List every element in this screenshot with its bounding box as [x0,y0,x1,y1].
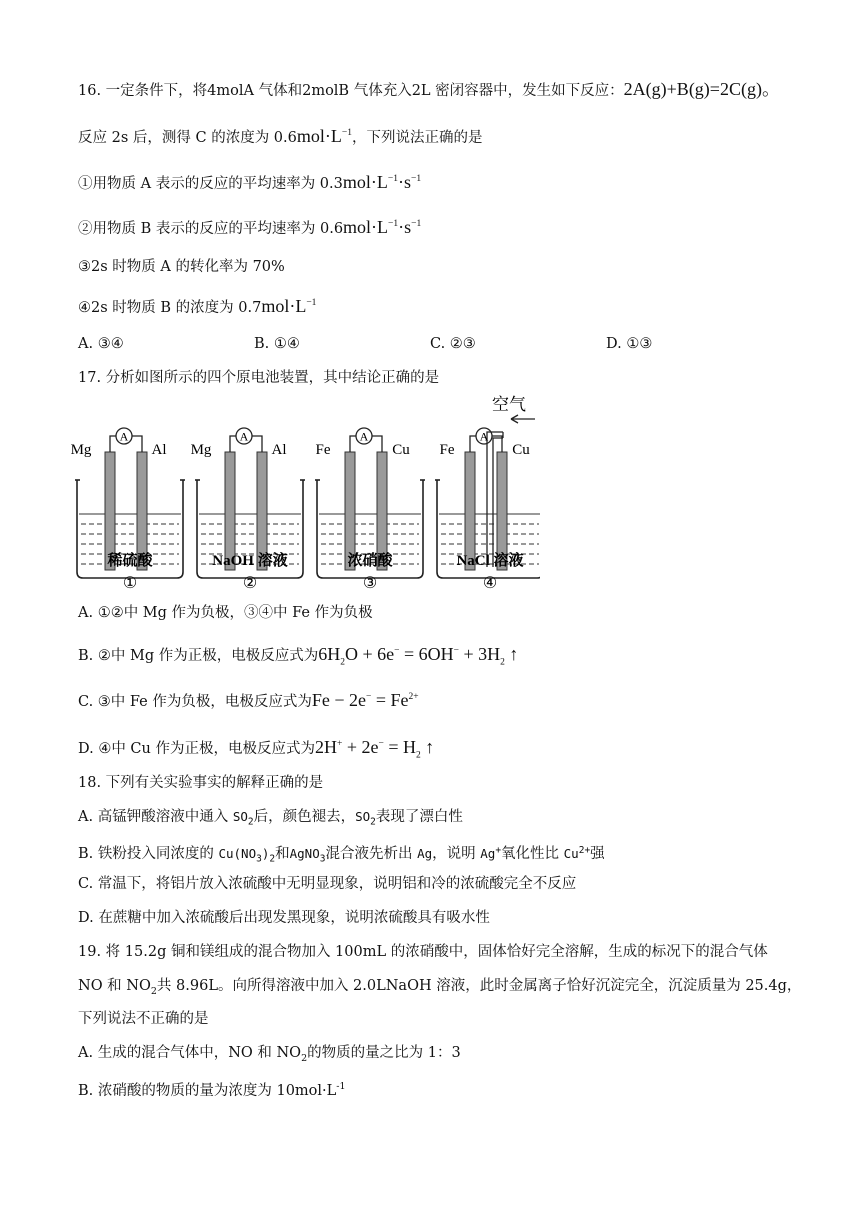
q18-opt-b-1: B. 铁粉投入同浓度的 [78,846,214,863]
q16-stem [78,78,780,102]
cell-4-left-electrode: Fe [439,442,455,458]
cu-ion-formula: $Cu^{2+}$ [563,845,591,862]
cu-nitrate-formula: $Cu(NO_3)_2$ [218,846,276,865]
q19-line-3: 下列说法不正确的是 [78,1011,209,1027]
q19-opt-a-1: A. 生成的混合气体中，NO 和 NO [78,1045,302,1061]
so2-formula: $SO_2$ [355,809,376,828]
ag-ion-formula: Ag+ [480,845,502,862]
q18-option-b [78,840,605,871]
cell-3 [315,428,425,592]
q18-option-c: C. 常温下，将铝片放入浓硫酸中无明显现象，说明铝和冷的浓硫酸完全不反应 [78,876,577,892]
q19-opt-a-2: 的物质的量之比为 1：3 [307,1045,461,1061]
q16-statement-3: ③2s 时物质 A 的转化率为 70% [78,259,285,275]
q17-option-c [78,686,419,713]
q18-opt-b-5: 氧化性比 [501,846,560,863]
so2-formula: $SO_2$ [232,809,254,828]
ammeter-label: A [119,429,129,444]
unit-mol-per-l: $mol\cdot L^{-1}$ [296,126,352,146]
q16-stem-2b: ，下列说法正确的是 [351,130,483,146]
unit-rate: $mol\cdot L^{-1}\cdot s^{-1}$ [343,217,422,237]
q18-opt-b-6: 强 [590,846,605,863]
q19-option-a: A. 生成的混合气体中，NO 和 $NO_2$的物质的量之比为 1：3 [78,1045,461,1064]
q16-s1-text: ①用物质 A 表示的反应的平均速率为 0.3 [78,176,343,192]
galvanic-cells-figure [70,392,540,597]
q16-s4-text: ④2s 时物质 B 的浓度为 0.7 [78,300,262,316]
q19-opt-b-1: B. 浓硝酸的物质的量为浓度为 10mol·L [78,1082,337,1099]
q16-stem-2a: 反应 2s 后，测得 C 的浓度为 0.6 [78,130,297,146]
cell-4 [435,395,540,592]
q17-option-d [78,733,434,767]
unit-rate: $mol\cdot L^{-1}\cdot s^{-1}$ [342,172,422,192]
q17-stem: 17. 分析如图所示的四个原电池装置，其中结论正确的是 [78,370,440,386]
q18-opt-b-4: ，说明 [432,846,476,863]
q16-statement-2 [78,213,421,240]
q19-line-2a: NO 和 NO [78,978,151,994]
ammeter-label: A [359,429,369,444]
q17-opt-d-text: D. ④中 Cu 作为正极，电极反应式为 [78,741,315,757]
ammeter-label: A [239,429,249,444]
q16-option-c: C. ②③ [430,336,476,352]
q19-line-2b: 共 8.96L。向所得溶液中加入 2.0LNaOH 溶液，此时金属离子恰好沉淀完全，沉淀质量为 25.4g， [156,978,802,994]
q19-line-1: 19. 将 15.2g 铜和镁组成的混合物加入 100mL 的浓硝酸中，固体恰好完全溶解，生成的标况下的混合气体 [78,944,768,960]
cell-2 [191,428,305,592]
cell-3-left-electrode: Fe [315,442,331,458]
cell-4-right-electrode: Cu [512,442,530,458]
q16-option-a: A. ③④ [78,336,124,352]
cell-2-solution: NaOH 溶液 [212,553,288,569]
q16-option-b: B. ①④ [254,336,300,352]
cell-4-number: ④ [482,575,498,592]
cell-4-solution: NaCl 溶液 [456,553,524,569]
q18-opt-b-3: 混合液先析出 [325,846,413,863]
q18-option-a [78,806,463,834]
cell-3-number: ③ [362,575,378,592]
q16-stem-2 [78,122,482,149]
q18-opt-a-2: 后，颜色褪去， [253,809,356,825]
cell-1-right-electrode: Al [151,442,167,458]
air-label: 空气 [492,395,526,414]
q16-s2-text: ②用物质 B 表示的反应的平均速率为 0.6 [78,221,344,237]
q18-opt-a-1: A. 高锰钾酸溶液中通入 [78,809,229,825]
cell-1 [71,428,185,592]
q17-opt-c-text: C. ③中 Fe 作为负极，电极反应式为 [78,694,312,710]
q17-opt-c-equation: $Fe - 2e^- = Fe^{2+}$ [311,690,419,710]
q17-opt-d-equation: $2H^+ + 2e^- = H_2$ ↑ [314,737,435,761]
q18-stem: 18. 下列有关实验事实的解释正确的是 [78,775,324,791]
ag-nitrate-formula: AgNO$_3$ [289,846,326,865]
cell-3-solution: 浓硝酸 [347,553,393,569]
unit-mol-per-l: $mol\cdot L^{-1}$ [261,296,317,316]
q18-opt-b-2: 和 [275,846,290,863]
cell-2-right-electrode: Al [271,442,287,458]
q19-opt-b-2: -1 [336,1081,346,1092]
q17-opt-b-text: B. ②中 Mg 作为正极，电极反应式为 [78,648,319,664]
q19-option-b [78,1076,346,1102]
q18-option-d: D. 在蔗糖中加入浓硫酸后出现发黑现象，说明浓硫酸具有吸水性 [78,910,490,926]
q16-statement-4 [78,292,316,319]
q19-line-2: NO 和 $NO_2$共 8.96L。向所得溶液中加入 2.0LNaOH 溶液，此时金属离子恰好沉淀完全，沉淀质量为 25.4g， [78,978,802,997]
cell-2-number: ② [242,575,258,592]
cell-1-left-electrode: Mg [70,442,92,458]
cell-3-right-electrode: Cu [392,442,410,458]
ammeter-label: A [479,429,489,444]
q17-opt-b-equation: $6H_2O + 6e^- = 6OH^- + 3H_2$ ↑ [318,644,519,668]
q18-opt-a-3: 表现了漂白性 [375,809,463,825]
cell-1-solution: 稀硫酸 [107,553,153,569]
q17-option-b [78,640,518,674]
ag-formula: Ag [417,846,433,862]
q16-option-d: D. ①③ [606,336,653,352]
q16-statement-1 [78,168,421,195]
q16-stem-text: 16. 一定条件下，将4molA 气体和2molB 气体充入2L 密闭容器中，发生如下反应： [78,83,624,99]
q17-option-a: A. ①②中 Mg 作为负极，③④中 Fe 作为负极 [78,605,373,621]
cell-1-number: ① [122,575,138,592]
cell-2-left-electrode: Mg [190,442,212,458]
q16-equation: 2A(g)+B(g)=2C(g)。 [623,79,780,99]
